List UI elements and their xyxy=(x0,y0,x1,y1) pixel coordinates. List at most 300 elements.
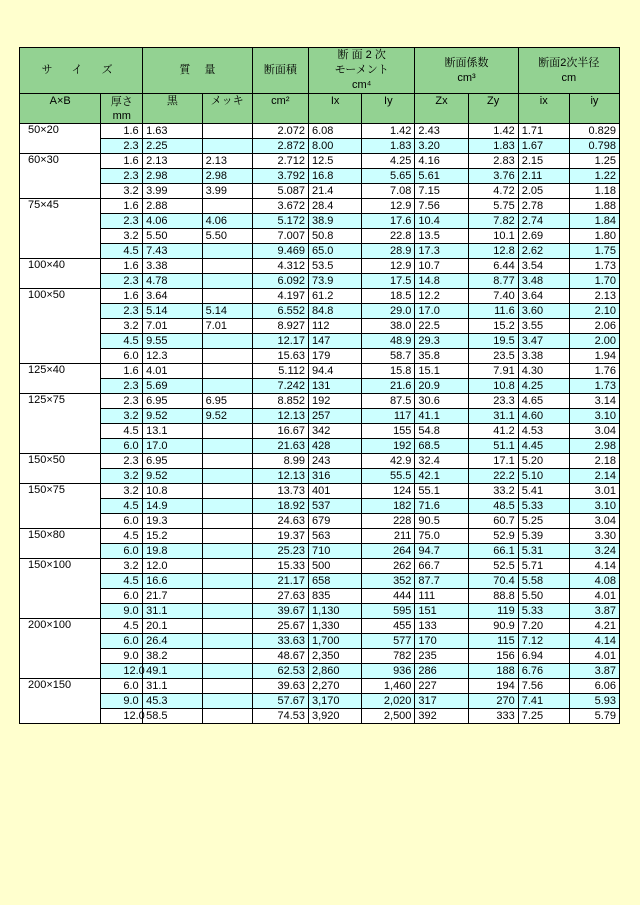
modulus-zy-cell: 2.83 xyxy=(468,154,518,169)
mass-plated-cell xyxy=(202,589,252,604)
header-modulus-unit: cm³ xyxy=(457,71,476,84)
moment-iy-cell: 2,020 xyxy=(362,694,415,709)
moment-ix-cell: 1,130 xyxy=(309,604,362,619)
radius-ix-cell: 6.76 xyxy=(518,664,569,679)
radius-ix-cell: 4.45 xyxy=(518,439,569,454)
mass-plated-cell: 4.06 xyxy=(202,214,252,229)
modulus-zy-cell: 1.42 xyxy=(468,124,518,139)
thickness-cell: 2.3 xyxy=(101,379,143,394)
table-row xyxy=(20,139,620,154)
modulus-zx-cell: 151 xyxy=(415,604,468,619)
radius-ix-cell: 5.25 xyxy=(518,514,569,529)
modulus-zx-cell: 15.1 xyxy=(415,364,468,379)
area-cell: 7.242 xyxy=(252,379,308,394)
area-cell: 57.67 xyxy=(252,694,308,709)
moment-iy-cell: 155 xyxy=(362,424,415,439)
modulus-zx-cell: 66.7 xyxy=(415,559,468,574)
radius-iy-cell: 1.73 xyxy=(569,259,619,274)
mass-black-cell: 2.13 xyxy=(143,154,202,169)
mass-black-cell: 2.25 xyxy=(143,139,202,154)
mass-plated-cell: 5.50 xyxy=(202,229,252,244)
table-row xyxy=(20,514,620,529)
size-cell: 100×40 xyxy=(20,259,101,289)
radius-iy-cell: 2.14 xyxy=(569,469,619,484)
mass-black-cell: 2.98 xyxy=(143,169,202,184)
moment-ix-cell: 243 xyxy=(309,454,362,469)
area-cell: 12.13 xyxy=(252,469,308,484)
area-cell: 2.072 xyxy=(252,124,308,139)
radius-ix-cell: 5.33 xyxy=(518,604,569,619)
radius-iy-cell: 2.00 xyxy=(569,334,619,349)
mass-plated-cell xyxy=(202,649,252,664)
mass-black-cell: 9.55 xyxy=(143,334,202,349)
mass-plated-cell xyxy=(202,664,252,679)
thickness-cell: 4.5 xyxy=(101,244,143,259)
table-row xyxy=(20,199,620,214)
table-row xyxy=(20,619,620,634)
modulus-zy-cell: 3.76 xyxy=(468,169,518,184)
moment-ix-cell: 131 xyxy=(309,379,362,394)
modulus-zy-cell: 23.5 xyxy=(468,349,518,364)
modulus-zy-cell: 88.8 xyxy=(468,589,518,604)
area-cell: 7.007 xyxy=(252,229,308,244)
moment-ix-cell: 658 xyxy=(309,574,362,589)
moment-ix-cell: 257 xyxy=(309,409,362,424)
moment-iy-cell: 182 xyxy=(362,499,415,514)
radius-ix-cell: 7.25 xyxy=(518,709,569,724)
modulus-zy-cell: 119 xyxy=(468,604,518,619)
area-cell: 24.63 xyxy=(252,514,308,529)
radius-iy-cell: 1.80 xyxy=(569,229,619,244)
mass-plated-cell xyxy=(202,574,252,589)
modulus-zx-cell: 111 xyxy=(415,589,468,604)
moment-ix-cell: 21.4 xyxy=(309,184,362,199)
radius-ix-cell: 5.10 xyxy=(518,469,569,484)
modulus-zy-cell: 7.91 xyxy=(468,364,518,379)
modulus-zy-cell: 7.40 xyxy=(468,289,518,304)
thickness-cell: 12.0 xyxy=(101,709,143,724)
moment-iy-cell: 1.42 xyxy=(362,124,415,139)
header-thickness-unit: mm xyxy=(112,109,131,122)
moment-iy-cell: 2,500 xyxy=(362,709,415,724)
radius-iy-cell: 5.93 xyxy=(569,694,619,709)
table-row xyxy=(20,244,620,259)
table-row xyxy=(20,154,620,169)
modulus-zy-cell: 10.1 xyxy=(468,229,518,244)
radius-ix-cell: 6.94 xyxy=(518,649,569,664)
moment-iy-cell: 87.5 xyxy=(362,394,415,409)
moment-ix-cell: 61.2 xyxy=(309,289,362,304)
radius-iy-cell: 3.14 xyxy=(569,394,619,409)
moment-iy-cell: 55.5 xyxy=(362,469,415,484)
radius-ix-cell: 7.20 xyxy=(518,619,569,634)
area-cell: 21.17 xyxy=(252,574,308,589)
mass-black-cell: 19.3 xyxy=(143,514,202,529)
modulus-zy-cell: 12.8 xyxy=(468,244,518,259)
radius-ix-cell: 3.55 xyxy=(518,319,569,334)
radius-iy-cell: 1.75 xyxy=(569,244,619,259)
radius-iy-cell: 1.88 xyxy=(569,199,619,214)
modulus-zx-cell: 42.1 xyxy=(415,469,468,484)
modulus-zy-cell: 41.2 xyxy=(468,424,518,439)
thickness-cell: 6.0 xyxy=(101,679,143,694)
radius-ix-cell: 2.69 xyxy=(518,229,569,244)
mass-black-cell: 20.1 xyxy=(143,619,202,634)
thickness-cell: 4.5 xyxy=(101,574,143,589)
mass-black-cell: 4.06 xyxy=(143,214,202,229)
moment-iy-cell: 29.0 xyxy=(362,304,415,319)
radius-ix-cell: 3.60 xyxy=(518,304,569,319)
mass-black-cell: 45.3 xyxy=(143,694,202,709)
radius-ix-cell: 4.25 xyxy=(518,379,569,394)
modulus-zy-cell: 52.9 xyxy=(468,529,518,544)
thickness-cell: 1.6 xyxy=(101,199,143,214)
modulus-zy-cell: 66.1 xyxy=(468,544,518,559)
radius-ix-cell: 2.62 xyxy=(518,244,569,259)
area-cell: 8.927 xyxy=(252,319,308,334)
mass-black-cell: 7.43 xyxy=(143,244,202,259)
modulus-zx-cell: 71.6 xyxy=(415,499,468,514)
radius-iy-cell: 3.10 xyxy=(569,499,619,514)
table-row xyxy=(20,349,620,364)
mass-black-cell: 12.3 xyxy=(143,349,202,364)
area-cell: 8.99 xyxy=(252,454,308,469)
mass-black-cell: 16.6 xyxy=(143,574,202,589)
table-row xyxy=(20,394,620,409)
mass-black-cell: 17.0 xyxy=(143,439,202,454)
thickness-cell: 4.5 xyxy=(101,619,143,634)
table-header xyxy=(20,48,620,124)
mass-plated-cell: 9.52 xyxy=(202,409,252,424)
radius-ix-cell: 7.41 xyxy=(518,694,569,709)
moment-iy-cell: 58.7 xyxy=(362,349,415,364)
mass-plated-cell xyxy=(202,139,252,154)
thickness-cell: 9.0 xyxy=(101,694,143,709)
area-cell: 74.53 xyxy=(252,709,308,724)
modulus-zy-cell: 51.1 xyxy=(468,439,518,454)
mass-plated-cell xyxy=(202,124,252,139)
moment-ix-cell: 1,330 xyxy=(309,619,362,634)
thickness-cell: 2.3 xyxy=(101,274,143,289)
modulus-zx-cell: 75.0 xyxy=(415,529,468,544)
moment-ix-cell: 316 xyxy=(309,469,362,484)
size-cell: 200×100 xyxy=(20,619,101,679)
radius-ix-cell: 4.30 xyxy=(518,364,569,379)
modulus-zx-cell: 94.7 xyxy=(415,544,468,559)
moment-ix-cell: 710 xyxy=(309,544,362,559)
radius-iy-cell: 4.01 xyxy=(569,649,619,664)
thickness-cell: 3.2 xyxy=(101,409,143,424)
area-cell: 4.312 xyxy=(252,259,308,274)
modulus-zx-cell: 170 xyxy=(415,634,468,649)
mass-plated-cell xyxy=(202,454,252,469)
moment-ix-cell: 2,270 xyxy=(309,679,362,694)
radius-ix-cell: 2.78 xyxy=(518,199,569,214)
moment-iy-cell: 21.6 xyxy=(362,379,415,394)
table-row xyxy=(20,529,620,544)
mass-black-cell: 6.95 xyxy=(143,454,202,469)
moment-ix-cell: 84.8 xyxy=(309,304,362,319)
mass-plated-cell: 5.14 xyxy=(202,304,252,319)
mass-black-cell: 3.64 xyxy=(143,289,202,304)
radius-ix-cell: 3.48 xyxy=(518,274,569,289)
modulus-zy-cell: 270 xyxy=(468,694,518,709)
moment-ix-cell: 342 xyxy=(309,424,362,439)
area-cell: 6.092 xyxy=(252,274,308,289)
thickness-cell: 6.0 xyxy=(101,634,143,649)
thickness-cell: 4.5 xyxy=(101,424,143,439)
radius-iy-cell: 3.04 xyxy=(569,514,619,529)
size-cell: 150×50 xyxy=(20,454,101,484)
mass-black-cell: 6.95 xyxy=(143,394,202,409)
thickness-cell: 2.3 xyxy=(101,454,143,469)
moment-iy-cell: 264 xyxy=(362,544,415,559)
modulus-zy-cell: 1.83 xyxy=(468,139,518,154)
moment-ix-cell: 401 xyxy=(309,484,362,499)
header-axb: A×B xyxy=(20,94,101,124)
radius-ix-cell: 5.31 xyxy=(518,544,569,559)
thickness-cell: 4.5 xyxy=(101,529,143,544)
mass-black-cell: 31.1 xyxy=(143,604,202,619)
area-cell: 15.63 xyxy=(252,349,308,364)
modulus-zy-cell: 31.1 xyxy=(468,409,518,424)
radius-ix-cell: 2.15 xyxy=(518,154,569,169)
modulus-zx-cell: 22.5 xyxy=(415,319,468,334)
moment-iy-cell: 455 xyxy=(362,619,415,634)
moment-iy-cell: 22.8 xyxy=(362,229,415,244)
radius-ix-cell: 7.56 xyxy=(518,679,569,694)
thickness-cell: 6.0 xyxy=(101,544,143,559)
radius-ix-cell: 5.41 xyxy=(518,484,569,499)
steel-section-table xyxy=(19,47,620,724)
mass-black-cell: 14.9 xyxy=(143,499,202,514)
mass-plated-cell xyxy=(202,469,252,484)
modulus-zx-cell: 35.8 xyxy=(415,349,468,364)
mass-plated-cell xyxy=(202,544,252,559)
header-zx: Zx xyxy=(415,94,468,124)
mass-black-cell: 7.01 xyxy=(143,319,202,334)
mass-plated-cell xyxy=(202,604,252,619)
modulus-zy-cell: 10.8 xyxy=(468,379,518,394)
area-cell: 39.67 xyxy=(252,604,308,619)
thickness-cell: 4.5 xyxy=(101,334,143,349)
area-cell: 3.792 xyxy=(252,169,308,184)
size-cell: 100×50 xyxy=(20,289,101,364)
modulus-zy-cell: 7.82 xyxy=(468,214,518,229)
radius-iy-cell: 1.73 xyxy=(569,379,619,394)
table-row xyxy=(20,499,620,514)
radius-iy-cell: 1.22 xyxy=(569,169,619,184)
thickness-cell: 3.2 xyxy=(101,229,143,244)
moment-ix-cell: 3,170 xyxy=(309,694,362,709)
mass-plated-cell: 2.98 xyxy=(202,169,252,184)
thickness-cell: 4.5 xyxy=(101,499,143,514)
radius-iy-cell: 2.98 xyxy=(569,439,619,454)
radius-iy-cell: 1.76 xyxy=(569,364,619,379)
area-cell: 2.872 xyxy=(252,139,308,154)
modulus-zx-cell: 133 xyxy=(415,619,468,634)
moment-iy-cell: 782 xyxy=(362,649,415,664)
modulus-zy-cell: 5.75 xyxy=(468,199,518,214)
moment-ix-cell: 38.9 xyxy=(309,214,362,229)
modulus-zx-cell: 29.3 xyxy=(415,334,468,349)
moment-ix-cell: 179 xyxy=(309,349,362,364)
mass-black-cell: 3.38 xyxy=(143,259,202,274)
modulus-zx-cell: 392 xyxy=(415,709,468,724)
modulus-zx-cell: 13.5 xyxy=(415,229,468,244)
area-cell: 19.37 xyxy=(252,529,308,544)
mass-plated-cell xyxy=(202,244,252,259)
header-area-unit: cm² xyxy=(252,94,308,124)
mass-plated-cell: 6.95 xyxy=(202,394,252,409)
mass-black-cell: 21.7 xyxy=(143,589,202,604)
mass-black-cell: 2.88 xyxy=(143,199,202,214)
area-cell: 9.469 xyxy=(252,244,308,259)
mass-black-cell: 3.99 xyxy=(143,184,202,199)
modulus-zx-cell: 317 xyxy=(415,694,468,709)
table-row xyxy=(20,289,620,304)
moment-iy-cell: 228 xyxy=(362,514,415,529)
table-row xyxy=(20,544,620,559)
moment-ix-cell: 8.00 xyxy=(309,139,362,154)
thickness-cell: 1.6 xyxy=(101,154,143,169)
radius-iy-cell: 2.18 xyxy=(569,454,619,469)
table-row xyxy=(20,439,620,454)
header-ix-cap: Ix xyxy=(309,94,362,124)
size-cell: 125×75 xyxy=(20,394,101,454)
table-row xyxy=(20,409,620,424)
area-cell: 12.13 xyxy=(252,409,308,424)
modulus-zx-cell: 55.1 xyxy=(415,484,468,499)
mass-plated-cell xyxy=(202,529,252,544)
modulus-zx-cell: 32.4 xyxy=(415,454,468,469)
radius-ix-cell: 2.05 xyxy=(518,184,569,199)
mass-black-cell: 1.63 xyxy=(143,124,202,139)
area-cell: 18.92 xyxy=(252,499,308,514)
radius-ix-cell: 3.64 xyxy=(518,289,569,304)
area-cell: 13.73 xyxy=(252,484,308,499)
moment-iy-cell: 28.9 xyxy=(362,244,415,259)
header-moment-line1: 断 面 2 次 xyxy=(337,49,386,61)
modulus-zy-cell: 19.5 xyxy=(468,334,518,349)
modulus-zy-cell: 188 xyxy=(468,664,518,679)
moment-ix-cell: 537 xyxy=(309,499,362,514)
modulus-zx-cell: 90.5 xyxy=(415,514,468,529)
modulus-zy-cell: 6.44 xyxy=(468,259,518,274)
modulus-zy-cell: 60.7 xyxy=(468,514,518,529)
thickness-cell: 3.2 xyxy=(101,184,143,199)
modulus-zx-cell: 10.7 xyxy=(415,259,468,274)
header-area: 断面積 xyxy=(252,48,308,94)
thickness-cell: 2.3 xyxy=(101,139,143,154)
modulus-zx-cell: 235 xyxy=(415,649,468,664)
mass-plated-cell xyxy=(202,694,252,709)
moment-iy-cell: 1,460 xyxy=(362,679,415,694)
moment-iy-cell: 595 xyxy=(362,604,415,619)
area-cell: 16.67 xyxy=(252,424,308,439)
modulus-zx-cell: 286 xyxy=(415,664,468,679)
area-cell: 5.112 xyxy=(252,364,308,379)
mass-black-cell: 5.69 xyxy=(143,379,202,394)
area-cell: 33.63 xyxy=(252,634,308,649)
modulus-zy-cell: 48.5 xyxy=(468,499,518,514)
moment-ix-cell: 563 xyxy=(309,529,362,544)
radius-iy-cell: 3.01 xyxy=(569,484,619,499)
thickness-cell: 2.3 xyxy=(101,394,143,409)
radius-ix-cell: 5.20 xyxy=(518,454,569,469)
mass-plated-cell xyxy=(202,334,252,349)
modulus-zx-cell: 14.8 xyxy=(415,274,468,289)
area-cell: 3.672 xyxy=(252,199,308,214)
thickness-cell: 2.3 xyxy=(101,214,143,229)
modulus-zx-cell: 17.0 xyxy=(415,304,468,319)
moment-ix-cell: 12.5 xyxy=(309,154,362,169)
radius-ix-cell: 3.47 xyxy=(518,334,569,349)
header-radius-unit: cm xyxy=(561,71,577,84)
table-row xyxy=(20,694,620,709)
mass-black-cell: 19.8 xyxy=(143,544,202,559)
modulus-zx-cell: 20.9 xyxy=(415,379,468,394)
moment-iy-cell: 211 xyxy=(362,529,415,544)
modulus-zx-cell: 17.3 xyxy=(415,244,468,259)
radius-iy-cell: 0.829 xyxy=(569,124,619,139)
area-cell: 21.63 xyxy=(252,439,308,454)
mass-plated-cell xyxy=(202,289,252,304)
mass-black-cell: 4.01 xyxy=(143,364,202,379)
mass-black-cell: 31.1 xyxy=(143,679,202,694)
table-row xyxy=(20,469,620,484)
modulus-zy-cell: 194 xyxy=(468,679,518,694)
mass-plated-cell: 2.13 xyxy=(202,154,252,169)
header-radius-line1: 断面2次半径 xyxy=(538,56,600,69)
header-moment xyxy=(309,48,415,94)
modulus-zy-cell: 70.4 xyxy=(468,574,518,589)
modulus-zy-cell: 156 xyxy=(468,649,518,664)
thickness-cell: 3.2 xyxy=(101,469,143,484)
modulus-zx-cell: 7.56 xyxy=(415,199,468,214)
thickness-cell: 9.0 xyxy=(101,604,143,619)
moment-ix-cell: 65.0 xyxy=(309,244,362,259)
radius-iy-cell: 3.04 xyxy=(569,424,619,439)
radius-iy-cell: 6.06 xyxy=(569,679,619,694)
table-row xyxy=(20,304,620,319)
moment-iy-cell: 1.83 xyxy=(362,139,415,154)
thickness-cell: 1.6 xyxy=(101,124,143,139)
thickness-cell: 2.3 xyxy=(101,169,143,184)
moment-iy-cell: 42.9 xyxy=(362,454,415,469)
size-cell: 150×100 xyxy=(20,559,101,619)
radius-iy-cell: 4.21 xyxy=(569,619,619,634)
table-row xyxy=(20,124,620,139)
modulus-zx-cell: 227 xyxy=(415,679,468,694)
modulus-zx-cell: 87.7 xyxy=(415,574,468,589)
moment-iy-cell: 577 xyxy=(362,634,415,649)
header-moment-line2: モーメント xyxy=(334,64,389,76)
table-body xyxy=(20,124,620,724)
table-row xyxy=(20,259,620,274)
size-cell: 150×75 xyxy=(20,484,101,529)
mass-plated-cell xyxy=(202,499,252,514)
moment-ix-cell: 6.08 xyxy=(309,124,362,139)
area-cell: 2.712 xyxy=(252,154,308,169)
modulus-zy-cell: 33.2 xyxy=(468,484,518,499)
moment-iy-cell: 17.6 xyxy=(362,214,415,229)
moment-ix-cell: 835 xyxy=(309,589,362,604)
modulus-zx-cell: 3.20 xyxy=(415,139,468,154)
moment-iy-cell: 38.0 xyxy=(362,319,415,334)
mass-plated-cell xyxy=(202,259,252,274)
thickness-cell: 3.2 xyxy=(101,559,143,574)
